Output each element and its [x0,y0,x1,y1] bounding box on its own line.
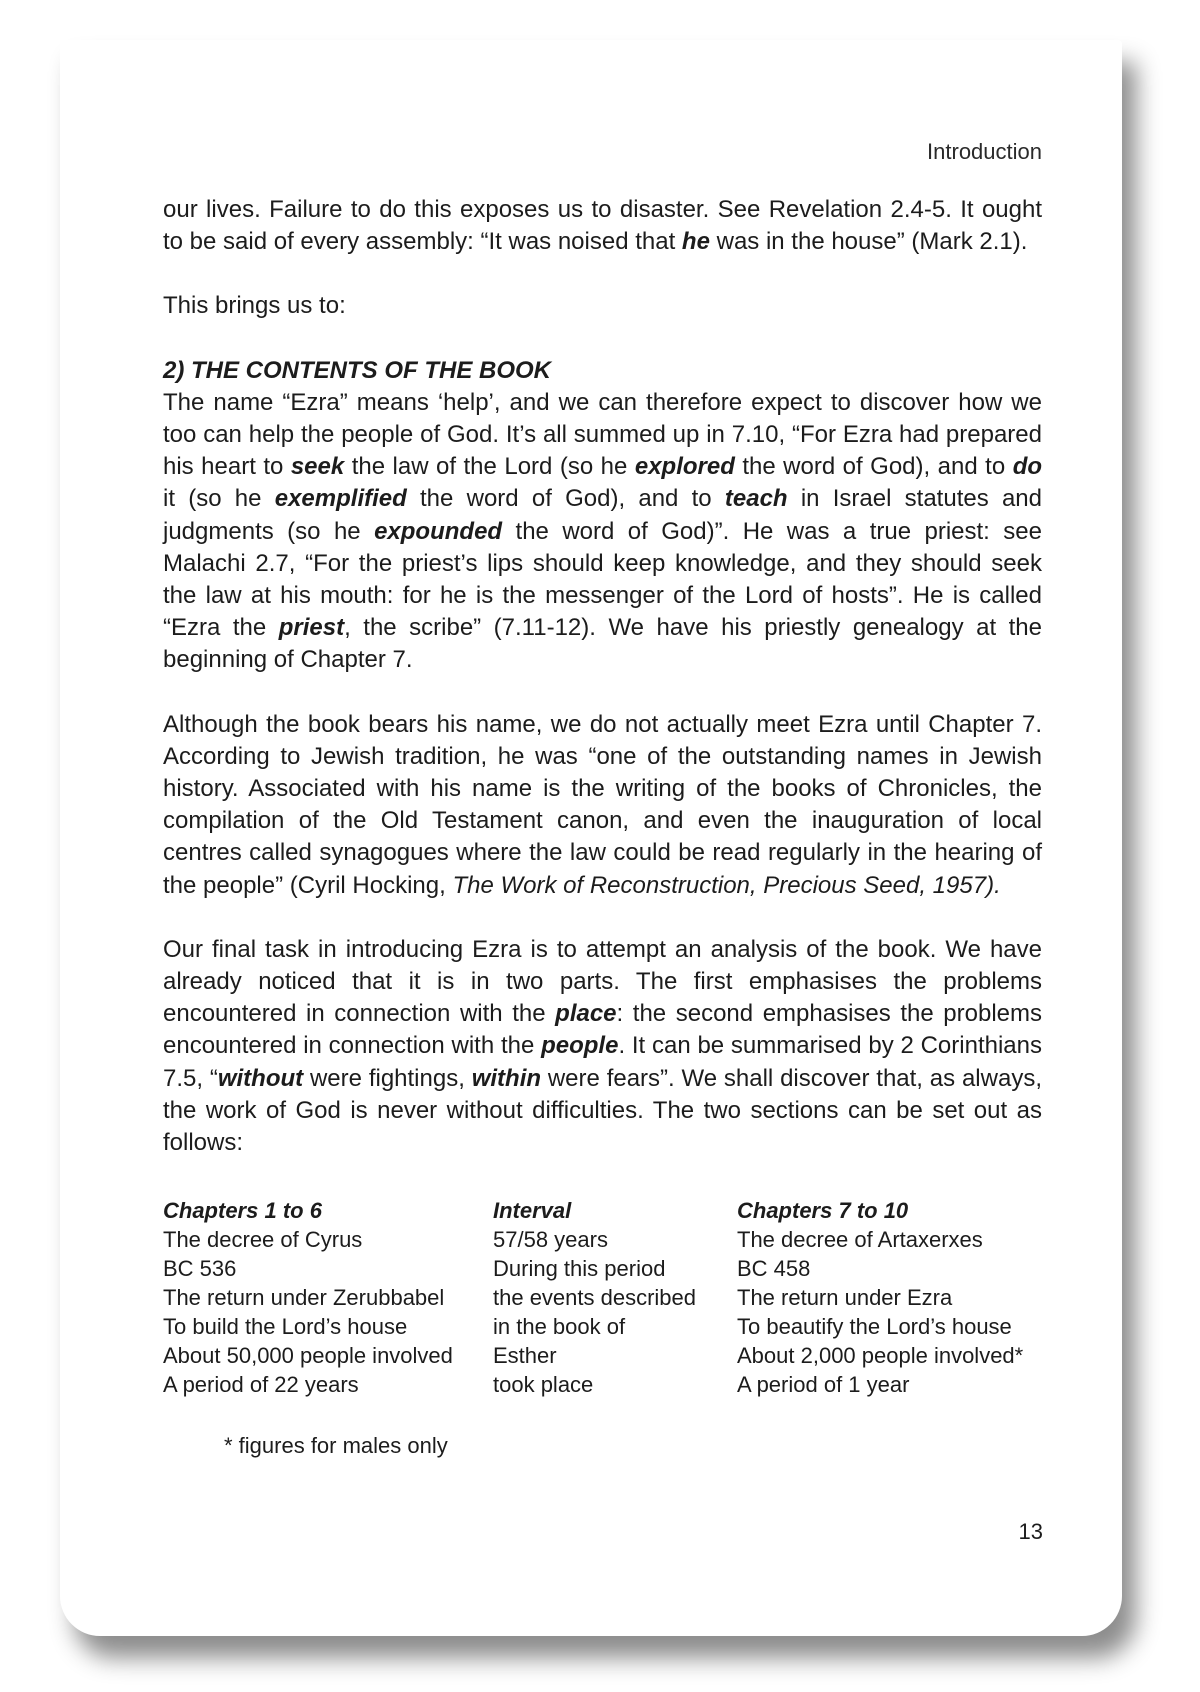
table-column-chapters-1-6 [163,1196,493,1399]
text-span: . It can be summarised by 2 Corinthians 7.5, “ [163,1032,1042,1092]
footnote: * figures for males only [224,1433,448,1458]
emphasis-without: without [217,1064,304,1092]
emphasis-explored: explored [634,453,735,481]
text-span: : the second emphasises the problems encountered in connection with the [163,1000,1042,1060]
column-heading: Chapters 1 to 6 [163,1198,322,1223]
section-heading: 2) THE CONTENTS OF THE BOOK [163,356,552,384]
text-span: Although the book bears his name, we do not actually meet Ezra until Chapter 7. According to Jewish tradition, he was “one of the outstanding names in Jewish history. Associated with his name is the writing of the books of Chronicles, the compilation of the Old Testament canon, and even the inauguration of local centres called synagogues where the law could be read regularly in the hearing of the people” (Cyril Hocking, [163,710,1042,899]
emphasis-priest: priest [278,614,345,642]
text-span: The name “Ezra” means ‘help’, and we can therefore expect to discover how we too can help the people of God. It’s all summed up in 7.10, “For Ezra had prepared his heart to [163,388,1042,481]
text-span: were fightings, [303,1064,472,1092]
table-cell: About 50,000 people involved [163,1343,453,1368]
page-body [163,194,1042,1159]
table-cell: The return under Zerubbabel [163,1285,445,1310]
emphasis-do: do [1012,453,1043,481]
text-span: in Israel statutes and judgments (so he [163,485,1042,545]
table-column-chapters-7-10 [737,1196,1043,1399]
paragraph-3 [163,387,1042,677]
text-span: our lives. Failure to do this exposes us to disaster. See Revelation 2.4-5. It ought to be said of every assembly: “It was noised that [163,196,1042,256]
emphasis-people: people [541,1032,619,1060]
emphasis-teach: teach [724,485,788,513]
paragraph-5 [163,934,1042,1159]
table-column-interval [493,1196,738,1399]
emphasis-he: he [681,228,710,256]
column-heading: Chapters 7 to 10 [737,1198,909,1223]
table-cell: 57/58 years [493,1227,608,1252]
text-span: the word of God), and to [734,453,1013,481]
text-span: , the scribe” (7.11-12). We have his priestly genealogy at the beginning of Chapter 7. [163,614,1042,674]
emphasis-place: place [555,1000,617,1028]
table-cell: A period of 1 year [737,1372,910,1397]
paragraph-4 [163,709,1042,902]
column-heading: Interval [493,1198,572,1223]
paragraph-2: This brings us to: [163,292,346,320]
page-number: 13 [1018,1519,1043,1544]
citation-publication: Precious Seed [763,871,920,899]
table-cell: The return under Ezra [737,1285,953,1310]
table-cell: Esther [493,1343,557,1368]
text-span: Our final task in introducing Ezra is to attempt an analysis of the book. We have already noticed that it is in two parts. The first emphasises the problems encountered in connection with the [163,935,1042,1028]
citation-title: The Work of Reconstruction [452,871,750,899]
table-cell: To build the Lord’s house [163,1314,408,1339]
emphasis-seek: seek [290,453,345,481]
text-span: , 1957). [919,871,1001,899]
text-span: the law of the Lord (so he [344,453,635,481]
table-cell: About 2,000 people involved* [737,1343,1024,1368]
text-span: was in the house” (Mark 2.1). [709,228,1028,256]
table-cell: the events described [493,1285,697,1310]
text-span: , [749,871,764,899]
table-cell: To beautify the Lord’s house [737,1314,1012,1339]
table-cell: in the book of [493,1314,626,1339]
table-cell: BC 458 [737,1256,811,1281]
running-head: Introduction [927,139,1042,164]
text-span: it (so he [163,485,275,513]
emphasis-expounded: expounded [374,517,503,545]
table-cell: The decree of Artaxerxes [737,1227,983,1252]
text-span: the word of God), and to [406,485,725,513]
paragraph-1 [163,194,1042,258]
table-cell: During this period [493,1256,666,1281]
table-cell: The decree of Cyrus [163,1227,363,1252]
table-cell: took place [493,1372,594,1397]
text-span: were fears”. We shall discover that, as always, the work of God is never without difficulties. The two sections can be set out as follows: [163,1064,1042,1157]
table-cell: BC 536 [163,1256,237,1281]
text-span: the word of God)”. He was a true priest: see Malachi 2.7, “For the priest’s lips should keep knowledge, and they should seek the law at his mouth: for he is the messenger of the Lord of hosts”. He is called “Ezra the [163,517,1042,642]
table-cell: A period of 22 years [163,1372,359,1397]
emphasis-within: within [471,1064,542,1092]
emphasis-exemplified: exemplified [274,485,407,513]
